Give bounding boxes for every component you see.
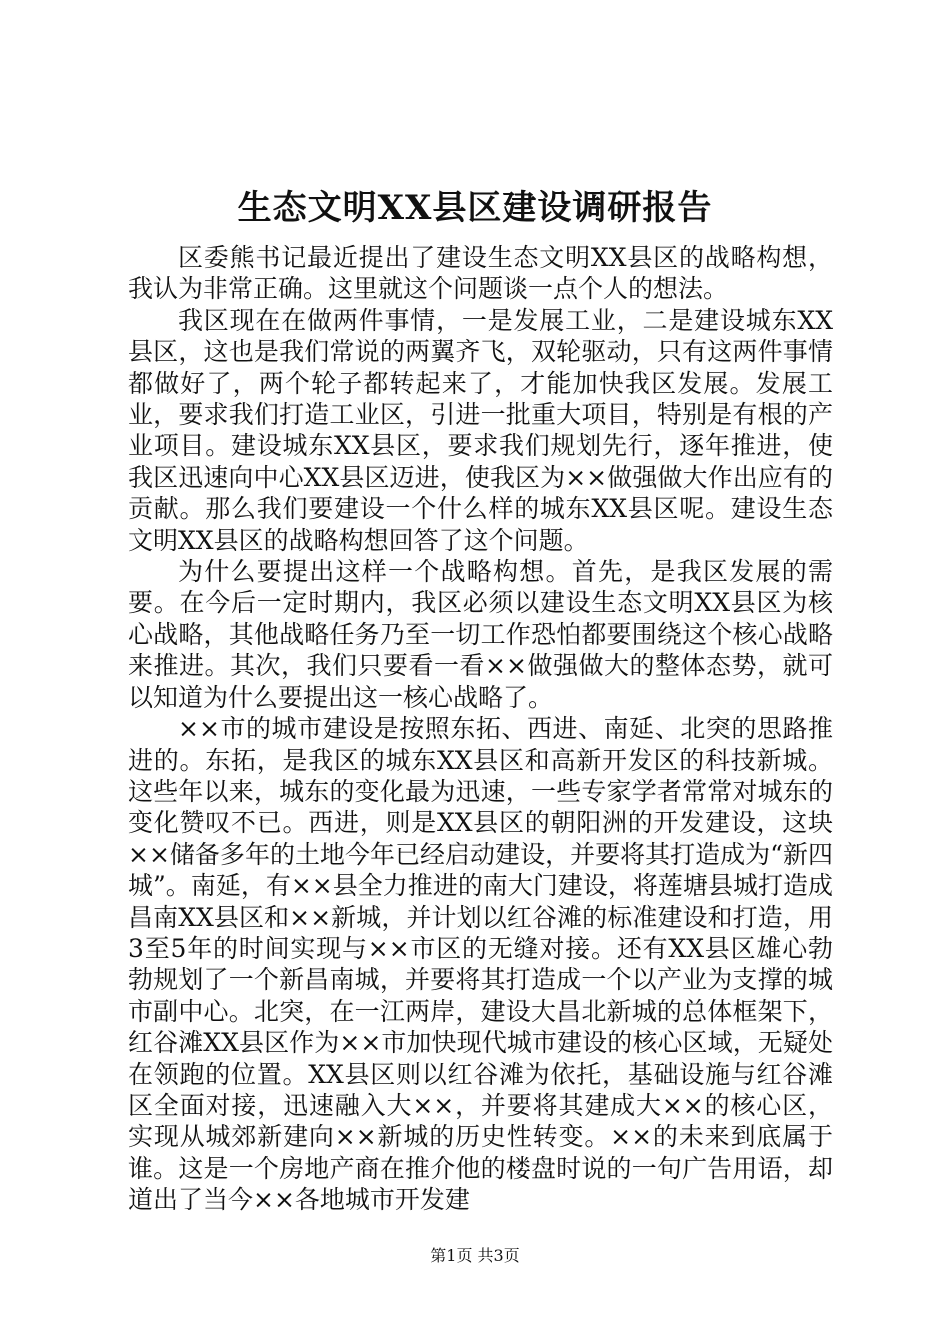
paragraph-3: 为什么要提出这样一个战略构想。首先，是我区发展的需要。在今后一定时期内，我区必须以建设生态文明XX县区为核心战略，其他战略任务乃至一切工作恐怕都要围绕这个核心战略来推进。其次，我们只要看一看××做强做大的整体态势，就可以知道为什么要提出这一核心战略了。 <box>128 557 833 712</box>
document-title: 生态文明XX县区建设调研报告 <box>237 188 713 228</box>
document-body <box>128 242 833 1216</box>
page-number-footer: 第1页 共3页 <box>430 1246 520 1265</box>
paragraph-1: 区委熊书记最近提出了建设生态文明XX县区的战略构想，我认为非常正确。这里就这个问题谈一点个人的想法。 <box>128 243 833 304</box>
paragraph-4: ××市的城市建设是按照东拓、西进、南延、北突的思路推进的。东拓，是我区的城东XX县区和高新开发区的科技新城。这些年以来，城东的变化最为迅速，一些专家学者常常对城东的变化赞叹不已。西进，则是XX县区的朝阳洲的开发建设，这块××储备多年的土地今年已经启动建设，并要将其打造成为“新四城”。南延，有××县全力推进的南大门建设，将莲塘县城打造成昌南XX县区和××新城，并计划以红谷滩的标准建设和打造，用3至5年的时间实现与××市区的无缝对接。还有XX县区雄心勃勃规划了一个新昌南城，并要将其打造成一个以产业为支撑的城市副中心。北突，在一江两岸，建设大昌北新城的总体框架下，红谷滩XX县区作为××市加快现代城市建设的核心区域，无疑处在领跑的位置。XX县区则以红谷滩为依托，基础设施与红谷滩区全面对接，迅速融入大××，并要将其建成大××的核心区，实现从城郊新建向××新城的历史性转变。××的未来到底属于谁。这是一个房地产商在推介他的楼盘时说的一句广告用语，却道出了当今××各地城市开发建 <box>128 714 833 1215</box>
paragraph-2: 我区现在在做两件事情，一是发展工业，二是建设城东XX县区，这也是我们常说的两翼齐飞，双轮驱动，只有这两件事情都做好了，两个轮子都转起来了，才能加快我区发展。发展工业，要求我们打造工业区，引进一批重大项目，特别是有根的产业项目。建设城东XX县区，要求我们规划先行，逐年推进，使我区迅速向中心XX县区迈进，使我区为××做强做大作出应有的贡献。那么我们要建设一个什么样的城东XX县区呢。建设生态文明XX县区的战略构想回答了这个问题。 <box>128 305 833 555</box>
